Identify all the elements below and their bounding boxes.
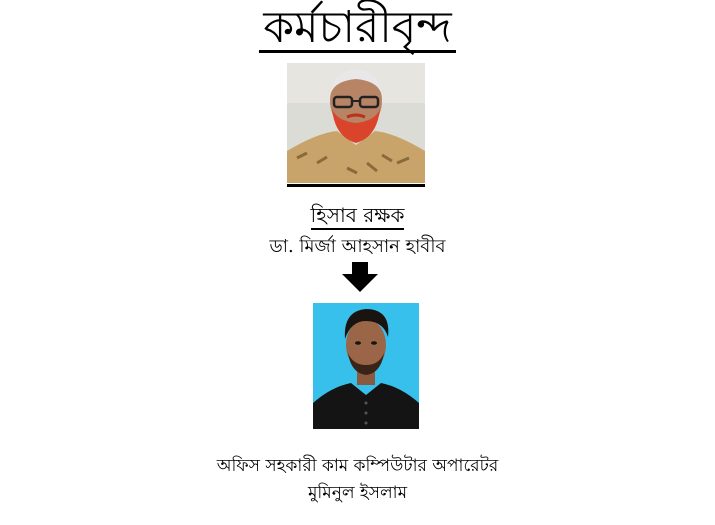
staff-role-text: হিসাব রক্ষক — [311, 203, 405, 230]
arrow-down-icon — [342, 262, 378, 292]
person-portrait-icon — [313, 303, 419, 429]
staff-role-operator: অফিস সহকারী কাম কম্পিউটার অপারেটর — [216, 456, 499, 476]
staff-name-operator: মুমিনুল ইসলাম — [307, 483, 408, 503]
person-portrait-icon — [287, 63, 425, 183]
staff-photo-accountant — [287, 63, 425, 183]
photo-underline-divider — [287, 184, 425, 187]
staff-photo-operator — [313, 303, 419, 429]
page-title-text: কর্মচারীবৃন্দ — [259, 6, 455, 53]
staff-name-accountant: ডা. মির্জা আহসান হাবীব — [269, 236, 446, 257]
staff-role-accountant — [0, 202, 715, 228]
page-title — [0, 2, 715, 54]
